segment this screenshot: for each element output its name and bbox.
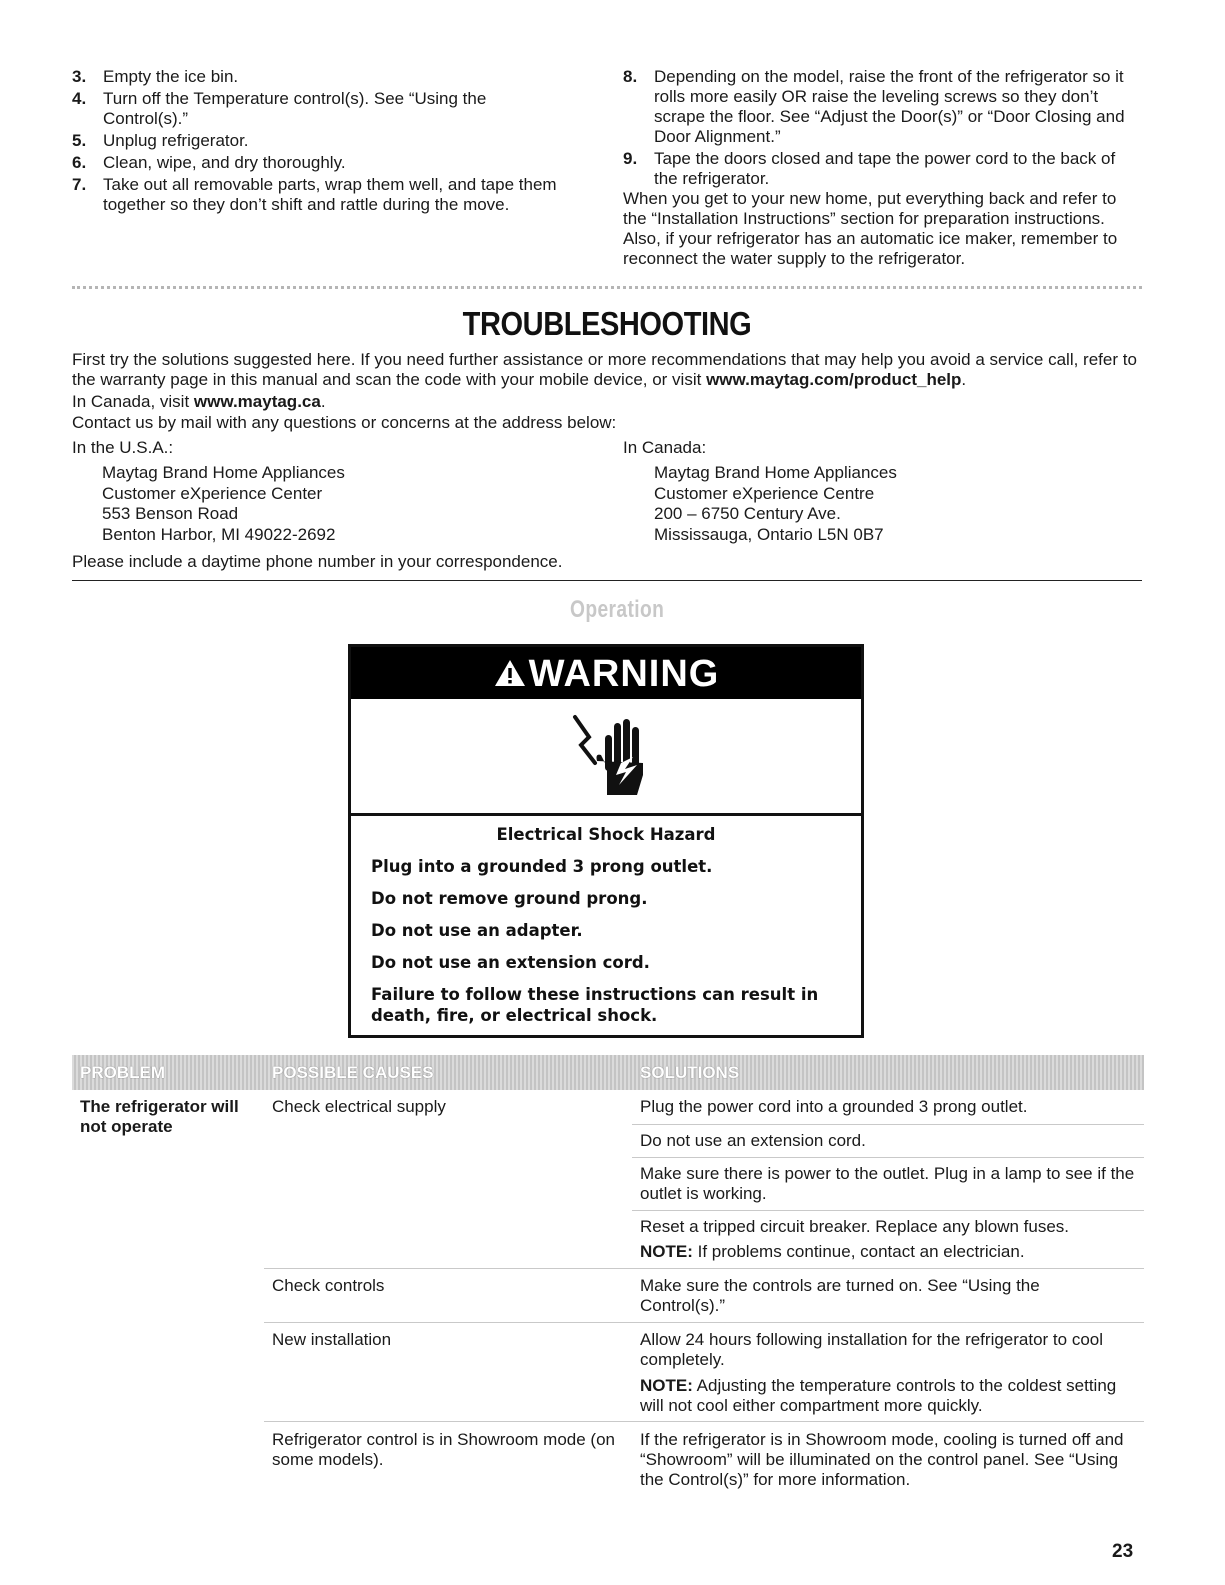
list-item: 3. Empty the ice bin. (72, 67, 239, 86)
canada-visit: In Canada, visit www.maytag.ca. (72, 392, 326, 411)
list-item: 9. Tape the doors closed and tape the power cord to the back of the refrigerator. (623, 149, 1116, 188)
page-number: 23 (1112, 1541, 1134, 1562)
electrical-shock-hand-icon (351, 699, 861, 816)
warning-line: Do not use an extension cord. (371, 953, 650, 972)
list-item: 7. Take out all removable parts, wrap them well, and tape them together so they don’t shift and rattle during the move. (72, 175, 557, 214)
row-divider (632, 1124, 1144, 1125)
solution-cell: Make sure there is power to the outlet. Plug in a lamp to see if the outlet is working. (640, 1164, 1135, 1203)
intro-paragraph: First try the solutions suggested here. If you need further assistance or more recommendations that may help you avoid a service call, refer to the warranty page in this manual and scan the code with your mobile device, or visit www.maytag.com/product_help. (72, 350, 1137, 389)
solution-cell: Reset a tripped circuit breaker. Replace any blown fuses. NOTE: If problems continue, contact an electrician. (640, 1217, 1070, 1261)
cause-cell: New installation (272, 1330, 392, 1349)
contact-text: Contact us by mail with any questions or concerns at the address below: (72, 413, 617, 432)
moving-steps-left (72, 67, 592, 215)
moving-steps-right (623, 67, 1143, 189)
column-header-causes: POSSIBLE CAUSES (272, 1063, 434, 1082)
solution-cell: Allow 24 hours following installation for the refrigerator to cool completely. NOTE: Adjusting the temperature controls to the coldest setting will not cool either compartment more quickly. (640, 1330, 1117, 1415)
canada-label: In Canada: (623, 438, 707, 457)
moving-paragraph: When you get to your new home, put everything back and refer to the “Installation Instructions” section for preparation instructions. Also, if your refrigerator has an automatic ice maker, remember to reconnect the water supply to the refrigerator. (623, 189, 1118, 268)
list-item: 6. Clean, wipe, and dry thoroughly. (72, 153, 346, 172)
section-divider (72, 286, 1142, 289)
row-divider (632, 1157, 1144, 1158)
list-item: 5. Unplug refrigerator. (72, 131, 249, 150)
usa-label: In the U.S.A.: (72, 438, 174, 457)
warning-box (348, 644, 864, 1038)
row-divider (264, 1322, 1144, 1323)
solution-cell: If the refrigerator is in Showroom mode, cooling is turned off and “Showroom” will be illuminated on the control panel. See “Using the Control(s)” for more information. (640, 1430, 1124, 1489)
solution-cell: Do not use an extension cord. (640, 1131, 866, 1150)
warning-line: Do not use an adapter. (371, 921, 583, 940)
cause-cell: Refrigerator control is in Showroom mode (on some models). (272, 1430, 615, 1469)
phone-note: Please include a daytime phone number in your correspondence. (72, 552, 563, 571)
warning-line: Do not remove ground prong. (371, 889, 648, 908)
warning-header: WARNING (351, 647, 861, 699)
row-divider (632, 1210, 1144, 1211)
canada-address: Maytag Brand Home Appliances Customer eXperience Centre 200 – 6750 Century Ave. Mississauga, Ontario L5N 0B7 (654, 463, 897, 544)
usa-address: Maytag Brand Home Appliances Customer eXperience Center 553 Benson Road Benton Harbor, MI 49022-2692 (102, 463, 345, 544)
column-header-solutions: SOLUTIONS (640, 1063, 740, 1082)
solution-cell: Plug the power cord into a grounded 3 prong outlet. (640, 1097, 1028, 1116)
problem-cell: The refrigerator will not operate (80, 1097, 239, 1136)
warning-line: Plug into a grounded 3 prong outlet. (371, 857, 713, 876)
warning-line: Failure to follow these instructions can result in death, fire, or electrical shock. (371, 985, 819, 1025)
operation-title: Operation (570, 596, 665, 623)
warning-triangle-icon (493, 649, 527, 703)
row-divider (264, 1268, 1144, 1269)
solution-cell: Make sure the controls are turned on. See “Using the Control(s).” (640, 1276, 1040, 1315)
maytag-ca-link[interactable]: www.maytag.ca (193, 392, 321, 411)
cause-cell: Check controls (272, 1276, 385, 1295)
list-item: 4. Turn off the Temperature control(s). See “Using the Control(s).” (72, 89, 487, 128)
column-header-problem: PROBLEM (80, 1063, 165, 1082)
product-help-link[interactable]: www.maytag.com/product_help (706, 370, 962, 389)
row-divider (264, 1421, 1144, 1422)
table-header (72, 1055, 1144, 1090)
list-item: 8. Depending on the model, raise the front of the refrigerator so it rolls more easily OR raise the leveling screws so they don’t scrape the floor. See “Adjust the Door(s)” or “Door Closing and Door Alignment.” (623, 67, 1125, 146)
warning-title: Electrical Shock Hazard (496, 825, 716, 844)
cause-cell: Check electrical supply (272, 1097, 446, 1116)
section-divider (72, 580, 1142, 581)
page-title: TROUBLESHOOTING (462, 305, 752, 342)
